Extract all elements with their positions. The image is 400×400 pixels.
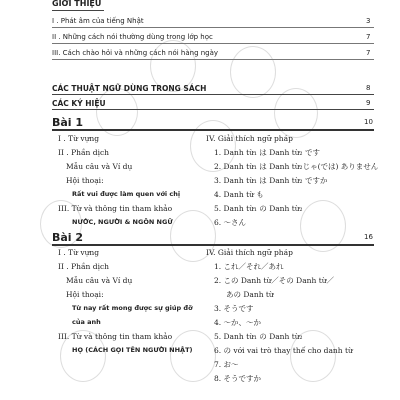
lesson-2-title: Bài 2 xyxy=(52,231,84,244)
lesson-1-rule xyxy=(52,129,374,131)
toc-entry-rule xyxy=(52,109,374,110)
toc-entry-label: II . Những cách nói thường dùng trong lớp học xyxy=(52,33,213,41)
grammar-item: 8. そうですか xyxy=(214,374,262,383)
grammar-item: 6. ～さん xyxy=(214,218,247,227)
grammar-item: 6. の với vai trò thay thế cho danh từ xyxy=(214,346,353,355)
lesson-1-page: 10 xyxy=(364,118,373,126)
background-portrait-sketch xyxy=(170,330,216,382)
grammar-item: 2. この Danh từ／その Danh từ／ xyxy=(214,276,335,285)
lesson-1-dialogue-title: Rất vui được làm quen với chị xyxy=(72,190,181,198)
lesson-2-translation: II . Phần dịch xyxy=(58,262,109,271)
lesson-1-grammar-heading: IV. Giải thích ngữ pháp xyxy=(206,134,293,143)
toc-entry-page: 9 xyxy=(366,99,371,107)
grammar-item: 1. これ／それ／あれ xyxy=(214,262,284,271)
toc-entry-page: 8 xyxy=(366,84,371,92)
grammar-item: 5. Danh từ₁ の Danh từ₂ xyxy=(214,332,303,341)
toc-entry-rule xyxy=(52,43,374,44)
grammar-item: 2. Danh từ₁ は Danh từ₂じゃ(では) ありません xyxy=(214,162,379,171)
lesson-1-reference: III. Từ và thông tin tham khảo xyxy=(58,204,173,213)
grammar-item: 4. Danh từ も xyxy=(214,190,264,199)
lesson-1-title: Bài 1 xyxy=(52,116,84,129)
lesson-2-page: 16 xyxy=(364,233,373,241)
grammar-item: 1. Danh từ₁ は Danh từ₂ です xyxy=(214,148,320,157)
lesson-2-grammar-heading: IV. Giải thích ngữ pháp xyxy=(206,248,293,257)
lesson-1-reference-title: NƯỚC, NGƯỜI & NGÔN NGỮ xyxy=(72,218,173,226)
toc-entry-page: 3 xyxy=(366,17,371,25)
grammar-item: 4. ～か、～か xyxy=(214,318,262,327)
toc-entry-label: CÁC KÝ HIỆU xyxy=(52,99,106,108)
lesson-2-reference: III. Từ và thông tin tham khảo xyxy=(58,332,173,341)
lesson-1-translation: II . Phần dịch xyxy=(58,148,109,157)
toc-entry-label: CÁC THUẬT NGỮ DÙNG TRONG SÁCH xyxy=(52,84,207,93)
toc-entry-rule xyxy=(52,94,374,95)
lesson-2-reference-title: HỌ (CÁCH GỌI TÊN NGƯỜI NHẬT) xyxy=(72,346,193,354)
grammar-item: 3. Danh từ₁ は Danh từ₂ ですか xyxy=(214,176,328,185)
toc-entry-label: III. Cách chào hỏi và những cách nói hàng ngày xyxy=(52,49,219,57)
toc-entry-page: 7 xyxy=(366,49,371,57)
background-portrait-sketch xyxy=(230,46,276,98)
grammar-item: 5. Danh từ₁ の Danh từ₂ xyxy=(214,204,303,213)
lesson-1-dialogue: Hội thoại: xyxy=(66,176,104,185)
lesson-2-patterns: Mẫu câu và Ví dụ xyxy=(66,276,133,285)
lesson-2-rule xyxy=(52,244,374,246)
lesson-1-patterns: Mẫu câu và Ví dụ xyxy=(66,162,133,171)
grammar-item-cont: あの Danh từ xyxy=(226,290,274,299)
lesson-1-vocab: I . Từ vựng xyxy=(58,134,100,143)
toc-entry-rule xyxy=(52,27,374,28)
toc-entry-page: 7 xyxy=(366,33,371,41)
lesson-2-dialogue: Hội thoại: xyxy=(66,290,104,299)
lesson-2-dialogue-title: Từ nay rất mong được sự giúp đỡ xyxy=(72,304,193,312)
grammar-item: 7. お～ xyxy=(214,360,239,369)
toc-entry-label: I . Phát âm của tiếng Nhật xyxy=(52,17,144,25)
lesson-2-dialogue-title-cont: của anh xyxy=(72,318,101,326)
lesson-2-vocab: I . Từ vựng xyxy=(58,248,100,257)
intro-heading: GIỚI THIỆU xyxy=(52,0,102,8)
toc-entry-rule xyxy=(52,59,374,60)
intro-heading-underline xyxy=(52,10,104,11)
grammar-item: 3. そうです xyxy=(214,304,254,313)
